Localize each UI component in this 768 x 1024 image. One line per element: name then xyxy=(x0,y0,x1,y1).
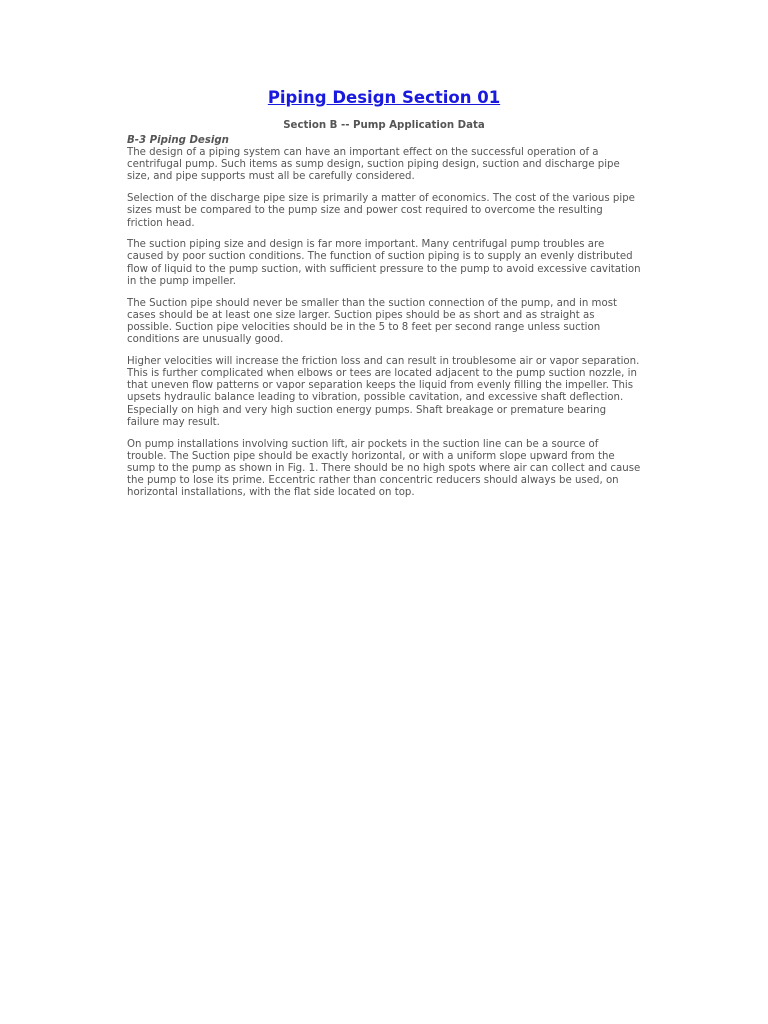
section-heading: Section B -- Pump Application Data xyxy=(283,120,485,131)
paragraph-discharge-pipe: Selection of the discharge pipe size is primarily a matter of economics. The cost of the various pipe sizes must be compared to the pump size and power cost required to overcome the resulting friction head. xyxy=(127,193,635,229)
paragraph-higher-velocities: Higher velocities will increase the friction loss and can result in troublesome air or vapor separation. This is further complicated when elbows or tees are located adjacent to the pump suction nozzle, in that uneven flow patterns or vapor separation keeps the liquid from evenly filling the impeller. This upsets hydraulic balance leading to vibration, possible cavitation, and excessive shaft deflection. Especially on high and very high suction energy pumps. Shaft breakage or premature bearing failure may result. xyxy=(127,355,640,428)
subsection-heading: B-3 Piping Design xyxy=(127,135,229,146)
paragraph-suction-piping: The suction piping size and design is far more important. Many centrifugal pump troubles are caused by poor suction conditions. The function of suction piping is to supply an evenly distributed flow of liquid to the pump suction, with sufficient pressure to the pump to avoid excessive cavitation in the pump impeller. xyxy=(127,239,641,287)
document-content xyxy=(127,88,641,509)
paragraph-intro: The design of a piping system can have an important effect on the successful operation of a centrifugal pump. Such items as sump design, suction piping design, suction and discharge pipe size, and pipe supports must all be carefully considered. xyxy=(127,147,620,183)
paragraph-suction-pipe-size: The Suction pipe should never be smaller than the suction connection of the pump, and in most cases should be at least one size larger. Suction pipes should be as short and as straight as possible. Suction pipe velocities should be in the 5 to 8 feet per second range unless suction conditions are unusually good. xyxy=(127,297,617,346)
paragraph-suction-lift: On pump installations involving suction lift, air pockets in the suction line can be a source of trouble. The Suction pipe should be exactly horizontal, or with a uniform slope upward from the sump to the pump as shown in Fig. 1. There should be no high spots where air can collect and cause the pump to lose its prime. Eccentric rather than concentric reducers should always be used, on horizontal installations, with the flat side located on top. xyxy=(127,438,641,499)
page-title-link[interactable]: Piping Design Section 01 xyxy=(267,88,501,107)
